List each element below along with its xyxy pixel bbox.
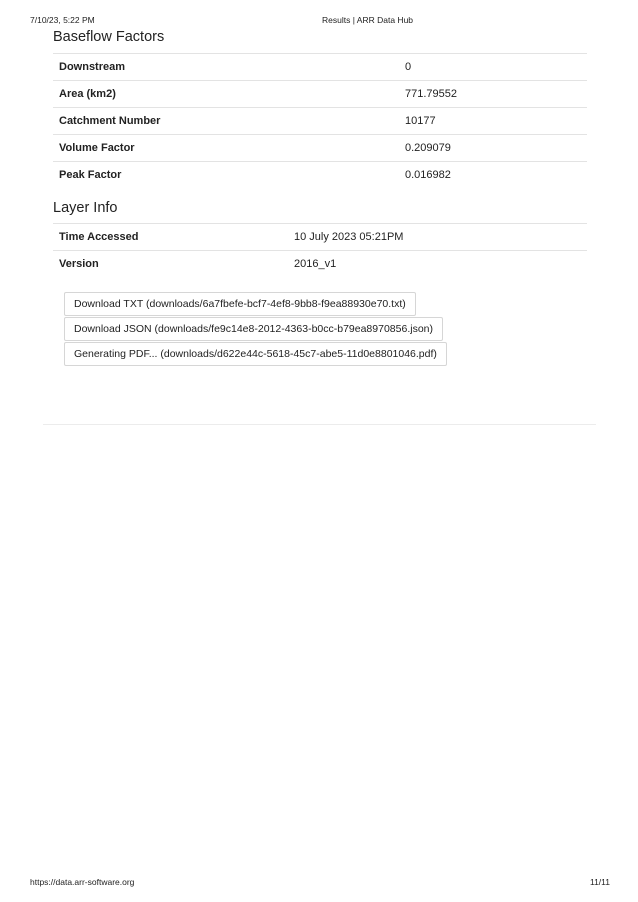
generating-pdf-button[interactable]: Generating PDF... (downloads/d622e44c-5618-45c7-abe5-11d0e8801046.pdf): [64, 342, 447, 366]
print-page-title: Results | ARR Data Hub: [322, 15, 414, 25]
peak-factor-value: 0.016982: [399, 162, 587, 189]
catchment-number-value: 10177: [399, 108, 587, 135]
volume-factor-value: 0.209079: [399, 135, 587, 162]
time-accessed-value: 10 July 2023 05:21PM: [288, 224, 587, 251]
table-row: [53, 135, 587, 162]
table-row: [53, 224, 587, 251]
version-value: 2016_v1: [288, 251, 587, 278]
section-divider: [43, 424, 596, 425]
peak-factor-label: Peak Factor: [53, 162, 399, 189]
table-row: [53, 162, 587, 189]
download-json-button[interactable]: Download JSON (downloads/fe9c14e8-2012-4363-b0cc-b79ea8970856.json): [64, 317, 443, 341]
baseflow-factors-table: [53, 53, 587, 188]
print-datetime: 7/10/23, 5:22 PM: [30, 15, 95, 25]
table-row: [53, 251, 587, 278]
layer-info-table: [53, 223, 587, 277]
volume-factor-label: Volume Factor: [53, 135, 399, 162]
downstream-label: Downstream: [53, 54, 399, 81]
page-number: 11/11: [589, 877, 610, 887]
baseflow-factors-title: Baseflow Factors: [53, 29, 165, 45]
area-label: Area (km2): [53, 81, 399, 108]
version-label: Version: [53, 251, 288, 278]
downstream-value: 0: [399, 54, 587, 81]
area-value: 771.79552: [399, 81, 587, 108]
layer-info-title: Layer Info: [53, 200, 118, 216]
print-header: [0, 15, 638, 27]
table-row: [53, 54, 587, 81]
time-accessed-label: Time Accessed: [53, 224, 288, 251]
catchment-number-label: Catchment Number: [53, 108, 399, 135]
download-txt-button[interactable]: Download TXT (downloads/6a7fbefe-bcf7-4ef8-9bb8-f9ea88930e70.txt): [64, 292, 416, 316]
table-row: [53, 108, 587, 135]
download-buttons: [64, 292, 447, 367]
print-footer: [0, 877, 638, 889]
table-row: [53, 81, 587, 108]
print-url: https://data.arr-software.org: [30, 877, 135, 887]
